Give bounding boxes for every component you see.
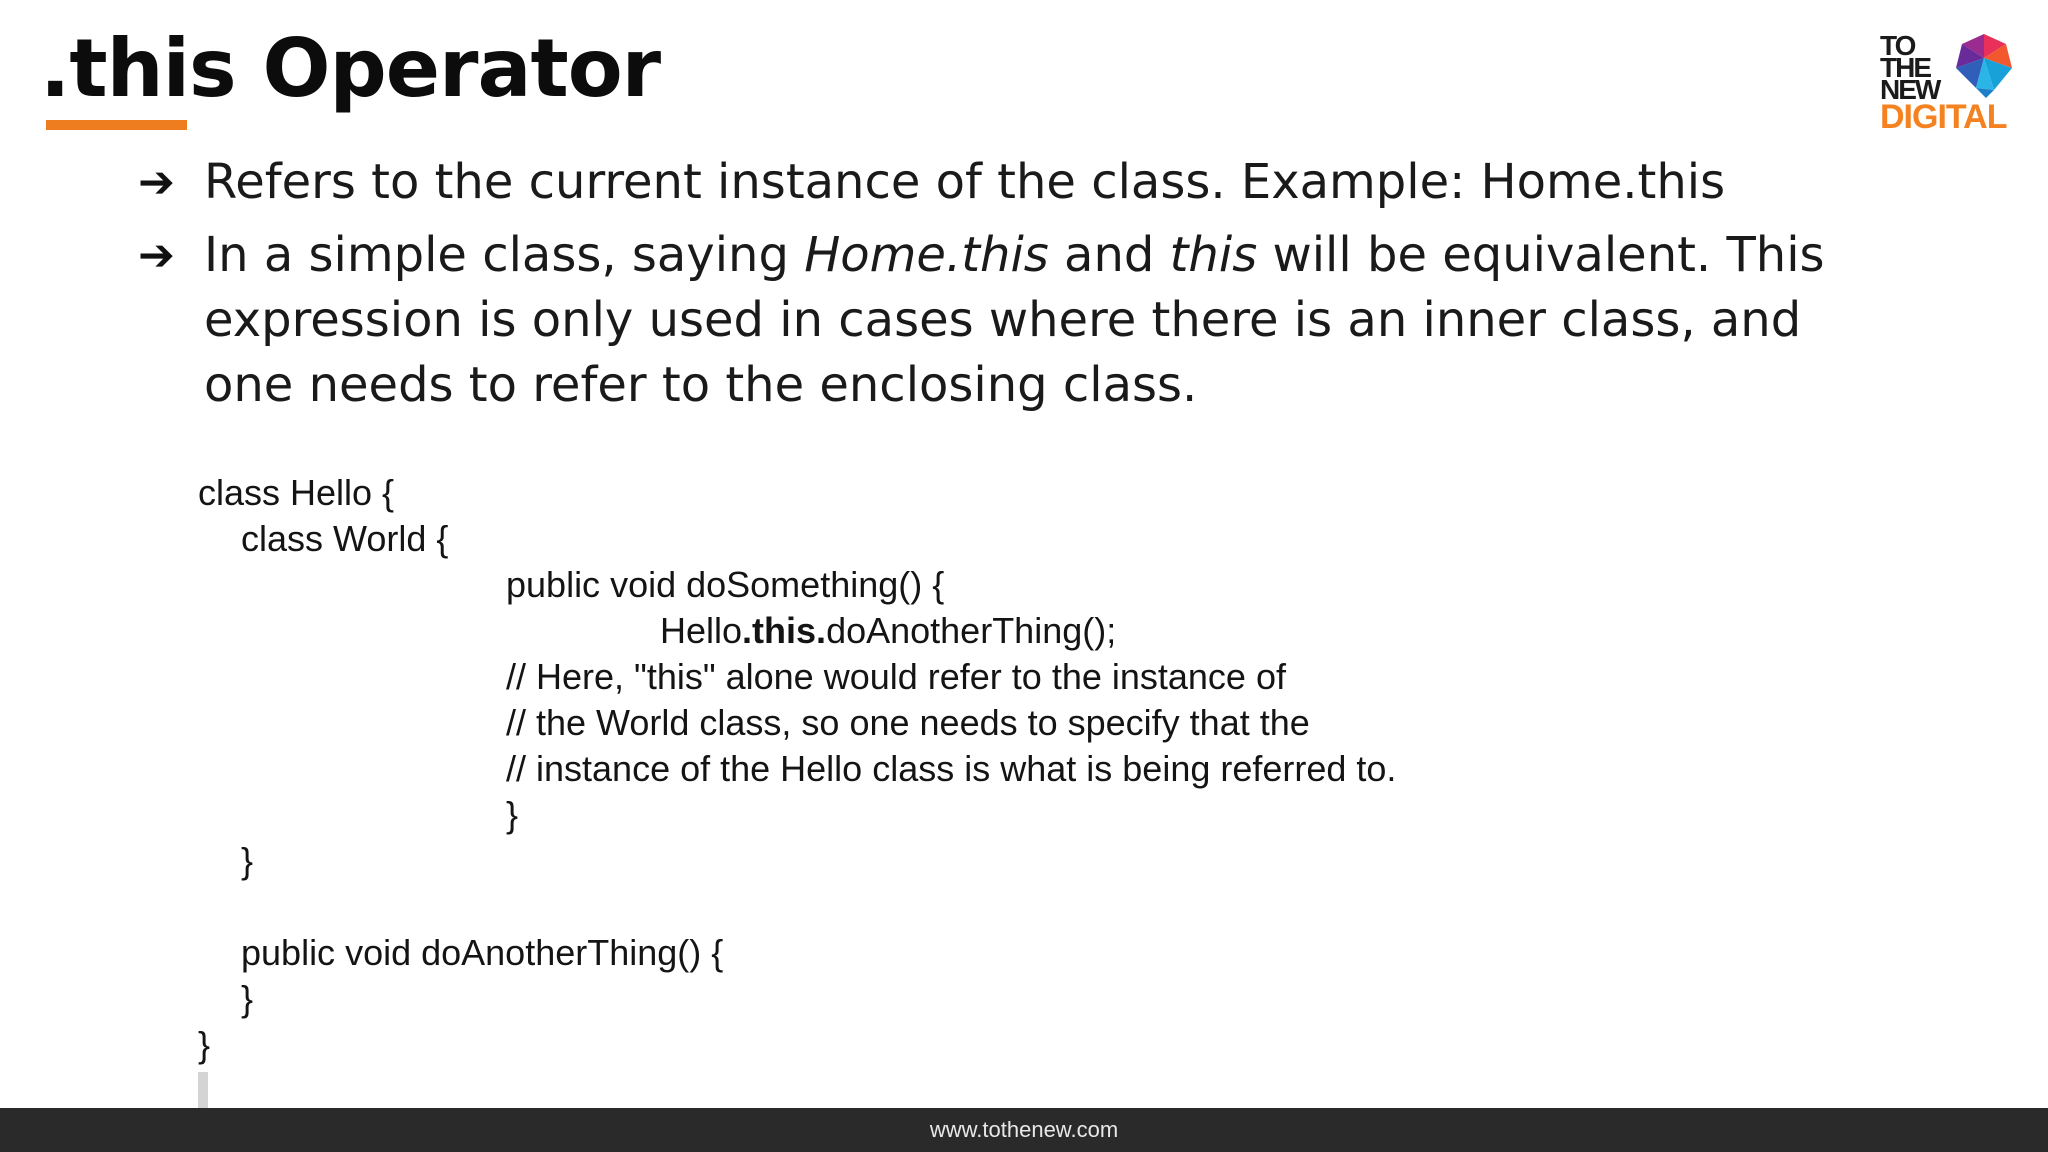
code-line: class World { <box>241 518 449 559</box>
code-line: } <box>241 840 254 881</box>
code-line: public void doSomething() { <box>506 564 945 605</box>
title-underline <box>46 120 187 130</box>
code-token-bold: .this. <box>742 610 827 651</box>
company-logo <box>1880 30 2015 134</box>
slide-title: .this Operator <box>40 22 661 115</box>
arrow-bullet-icon: ➔ <box>138 157 175 208</box>
code-comment: // instance of the Hello class is what is being referred to. <box>506 748 1397 789</box>
bullet-item <box>138 223 1898 418</box>
bullet-text: will be equivalent. This expression is only used in cases where there is an inner class, and one needs to refer to the enclosing class. <box>204 227 1825 413</box>
logo-text-digital: DIGITAL <box>1880 98 2007 136</box>
logo-text-new: NEW <box>1880 74 1940 105</box>
code-line: } <box>198 1024 211 1065</box>
text-cursor <box>198 1072 208 1112</box>
footer-url[interactable]: www.tothenew.com <box>929 1117 1119 1142</box>
code-line <box>660 608 1116 654</box>
code-line: public void doAnotherThing() { <box>241 932 724 973</box>
code-line: class Hello { <box>198 472 395 513</box>
arrow-bullet-icon: ➔ <box>138 230 175 281</box>
bullet-text: and <box>1048 227 1170 283</box>
bullet-text: In a simple class, saying <box>204 227 805 283</box>
gem-icon <box>1954 32 2014 100</box>
bullet-text: Refers to the current instance of the class. Example: Home.this <box>204 154 1726 210</box>
code-token: doAnotherThing(); <box>826 610 1117 651</box>
code-line: } <box>506 794 519 835</box>
logo-text-the: THE <box>1880 52 1930 83</box>
bullet-item <box>138 150 1898 215</box>
logo-text-to: TO <box>1880 30 1915 61</box>
bullet-text-italic: Home.this <box>804 227 1049 283</box>
footer-bar <box>0 1108 2048 1152</box>
code-line: } <box>241 978 254 1019</box>
bullet-text-italic: this <box>1169 227 1258 283</box>
code-comment: // the World class, so one needs to specify that the <box>506 702 1310 743</box>
code-comment: // Here, "this" alone would refer to the instance of <box>506 656 1286 697</box>
code-token: Hello <box>660 610 743 651</box>
bullet-list <box>138 150 1898 426</box>
